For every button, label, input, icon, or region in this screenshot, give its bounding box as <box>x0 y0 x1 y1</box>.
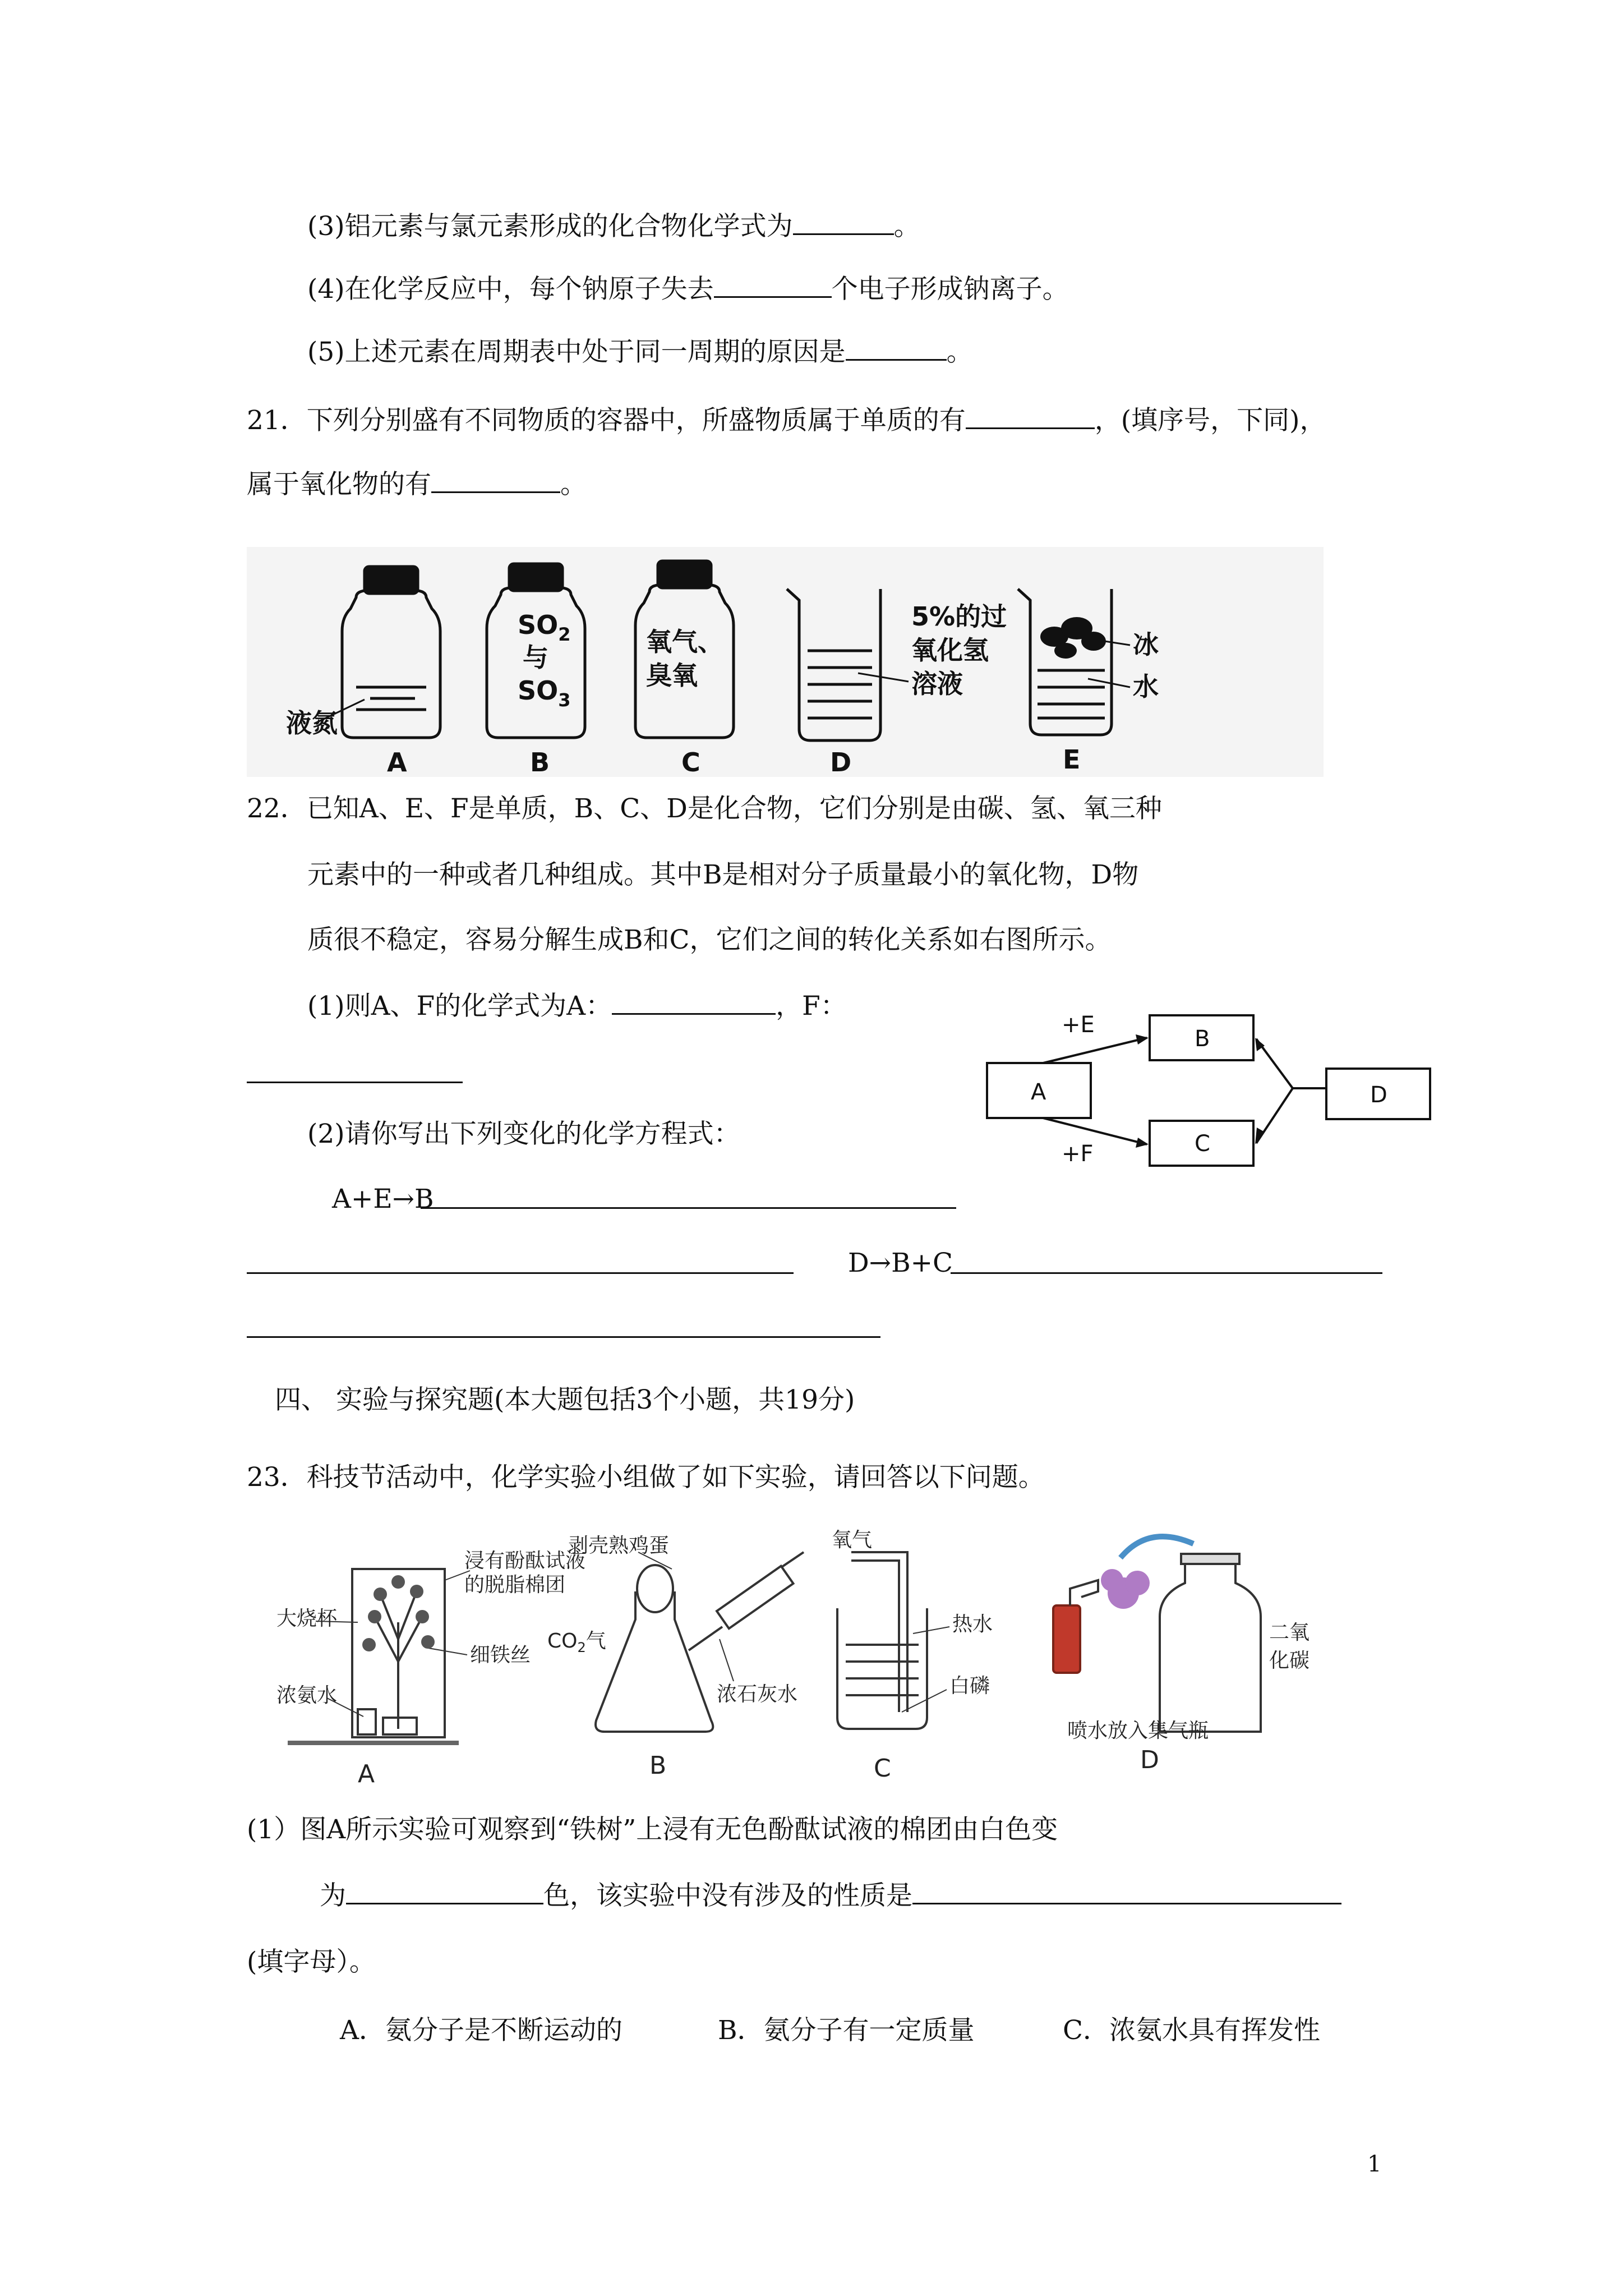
d-text-2: 氧化氢 <box>911 635 989 665</box>
q22-part1-mid: ，F： <box>776 991 847 1022</box>
q22-eq1-blank-cont[interactable] <box>247 1272 794 1274</box>
d-text-1: 5%的过 <box>911 601 1007 632</box>
c-oxygen: 氧气、 <box>646 627 723 657</box>
q22-part1 <box>307 988 847 1023</box>
d-text-3: 溶液 <box>911 669 963 699</box>
q21-line2-text: 属于氧化物的有 <box>247 469 431 500</box>
q23-part1-line3: (填字母）。 <box>247 1947 376 1977</box>
q22-eq1 <box>332 1182 434 1216</box>
b-so2-sub: 2 <box>558 624 571 645</box>
arrowhead-b <box>1136 1034 1149 1045</box>
letter-d: D <box>830 747 852 777</box>
b-so2: SO <box>518 610 559 640</box>
q23-part1-line2 <box>320 1878 1341 1913</box>
q22-relation-diagram <box>979 1004 1438 1184</box>
diagram-c: C <box>1195 1131 1210 1157</box>
q23-blank-color[interactable] <box>346 1878 543 1904</box>
a-label-beaker: 大烧杯 <box>276 1607 338 1630</box>
letter-a: A <box>387 747 407 777</box>
c-letter: C <box>874 1754 891 1783</box>
q20-part3-text: (3)铝元素与氯元素形成的化合物化学式为 <box>307 211 793 242</box>
q21-containers-figure <box>247 547 1324 777</box>
q22-eq1-blank[interactable] <box>421 1207 956 1209</box>
arrow-a-to-b <box>1043 1038 1147 1063</box>
b-label-co2-tail: 气 <box>585 1630 606 1653</box>
q23-part1-lead: 为 <box>320 1880 346 1911</box>
q20-part5 <box>307 334 973 369</box>
q21-line1 <box>247 403 1326 438</box>
diagram-b: B <box>1195 1026 1210 1052</box>
q22-eq2 <box>848 1246 953 1280</box>
diagram-e-label: +E <box>1062 1012 1095 1038</box>
q23-part1-line1: (1）图A所示实验可观察到“铁树”上浸有无色酚酞试液的棉团由白色变 <box>247 1814 1058 1845</box>
q21-blank-elements[interactable] <box>966 403 1095 429</box>
d-label-gas-2: 化碳 <box>1269 1649 1310 1672</box>
c-label-hot-water: 热水 <box>952 1613 993 1636</box>
q22-eq2-blank[interactable] <box>951 1272 1382 1274</box>
q20-part4-tail: 个电子形成钠离子。 <box>831 274 1069 305</box>
q22-line3: 质很不稳定，容易分解生成B和C，它们之间的转化关系如右图所示。 <box>307 924 1112 955</box>
arrow-a-to-c <box>1043 1118 1147 1144</box>
a-label-ammonia: 浓氨水 <box>276 1684 338 1707</box>
q20-part5-text: (5)上述元素在周期表中处于同一周期的原因是 <box>307 337 846 367</box>
a-label-wire: 细铁丝 <box>470 1644 531 1667</box>
exp-d-apparatus <box>1053 1536 1261 1732</box>
q21-line2 <box>247 467 587 501</box>
diagram-d: D <box>1370 1082 1387 1108</box>
arrowhead-c <box>1136 1138 1149 1148</box>
letter-e: E <box>1063 744 1081 775</box>
q23-experiments-figure <box>274 1527 1328 1791</box>
q20-part5-blank[interactable] <box>846 334 947 361</box>
q20-part5-tail: 。 <box>946 337 973 367</box>
q23-part1-mid: 色，该实验中没有涉及的性质是 <box>543 1880 912 1911</box>
letter-b: B <box>530 747 550 777</box>
b-so3: SO <box>518 675 559 706</box>
exp-d-flower <box>1101 1569 1150 1609</box>
d-label-gas-1: 二氧 <box>1269 1621 1310 1644</box>
q22-line2: 元素中的一种或者几种组成。其中B是相对分子质量最小的氧化物，D物 <box>307 859 1139 890</box>
q20-part3 <box>307 209 920 243</box>
diagram-a: A <box>1031 1079 1046 1105</box>
a-label-cotton-1: 浸有酚酞试液 <box>464 1549 586 1572</box>
q23-option-b: B．氨分子有一定质量 <box>718 2015 975 2046</box>
c-label-oxygen: 氧气 <box>832 1529 873 1552</box>
diagram-f-label: +F <box>1062 1141 1094 1167</box>
q20-part4-text: (4)在化学反应中，每个钠原子失去 <box>307 274 714 305</box>
c-ozone: 臭氧 <box>646 660 698 691</box>
b-label-lime: 浓石灰水 <box>717 1683 798 1706</box>
q23-option-a: A．氨分子是不断运动的 <box>340 2015 623 2046</box>
b-label-egg: 剥壳熟鸡蛋 <box>568 1534 670 1557</box>
d-letter: D <box>1140 1746 1159 1774</box>
q22-part1-text: (1)则A、F的化学式为A： <box>307 991 612 1022</box>
q22-eq2-label: D→B+C <box>848 1248 953 1278</box>
arrowhead-dc <box>1255 1128 1265 1144</box>
q21-blank-oxides[interactable] <box>431 467 560 493</box>
section-4-heading: 四、 实验与探究题(本大题包括3个小题，共19分) <box>275 1384 855 1415</box>
label-liquid-nitrogen: 液氮 <box>286 708 338 738</box>
q22-eq2-blank-cont[interactable] <box>247 1336 880 1338</box>
q22-blank-a[interactable] <box>612 988 776 1015</box>
c-label-phosphorus: 白磷 <box>949 1674 990 1697</box>
a-letter: A <box>358 1760 375 1788</box>
a-label-cotton-2: 的脱脂棉团 <box>464 1573 566 1596</box>
q23-blank-property[interactable] <box>912 1878 1341 1904</box>
q21-line1-tail: ，(填序号，下同)， <box>1094 405 1326 436</box>
q23-line1: 23．科技节活动中，化学实验小组做了如下实验，请回答以下问题。 <box>247 1462 1045 1493</box>
e-ice: 冰 <box>1133 629 1159 660</box>
q20-part3-tail: 。 <box>893 211 920 242</box>
b-label-co2: CO <box>547 1630 578 1653</box>
b-and: 与 <box>523 642 548 673</box>
d-caption: 喷水放入集气瓶 <box>1067 1719 1209 1742</box>
q22-part2: (2)请你写出下列变化的化学方程式： <box>307 1119 740 1149</box>
b-so3-sub: 3 <box>558 689 571 711</box>
letter-c: C <box>681 747 700 777</box>
b-label-co2-sub: 2 <box>577 1640 586 1655</box>
q22-blank-f[interactable] <box>247 1082 463 1083</box>
b-letter: B <box>649 1751 667 1780</box>
q20-part4 <box>307 272 1069 306</box>
page-number: 1 <box>1367 2151 1382 2177</box>
q21-line1-text: 21．下列分别盛有不同物质的容器中，所盛物质属于单质的有 <box>247 405 966 436</box>
e-water: 水 <box>1133 671 1159 702</box>
q21-line2-tail: 。 <box>560 469 587 500</box>
q22-line1: 22．已知A、E、F是单质，B、C、D是化合物，它们分别是由碳、氢、氧三种 <box>247 793 1162 824</box>
q20-part3-blank[interactable] <box>793 209 894 235</box>
exp-c-apparatus <box>837 1552 949 1729</box>
q23-option-c: C．浓氨水具有挥发性 <box>1063 2015 1320 2046</box>
q22-eq1-label: A+E→B <box>332 1184 434 1214</box>
q20-part4-blank[interactable] <box>714 272 832 298</box>
svg-text:CO2气 <box>547 1630 606 1655</box>
